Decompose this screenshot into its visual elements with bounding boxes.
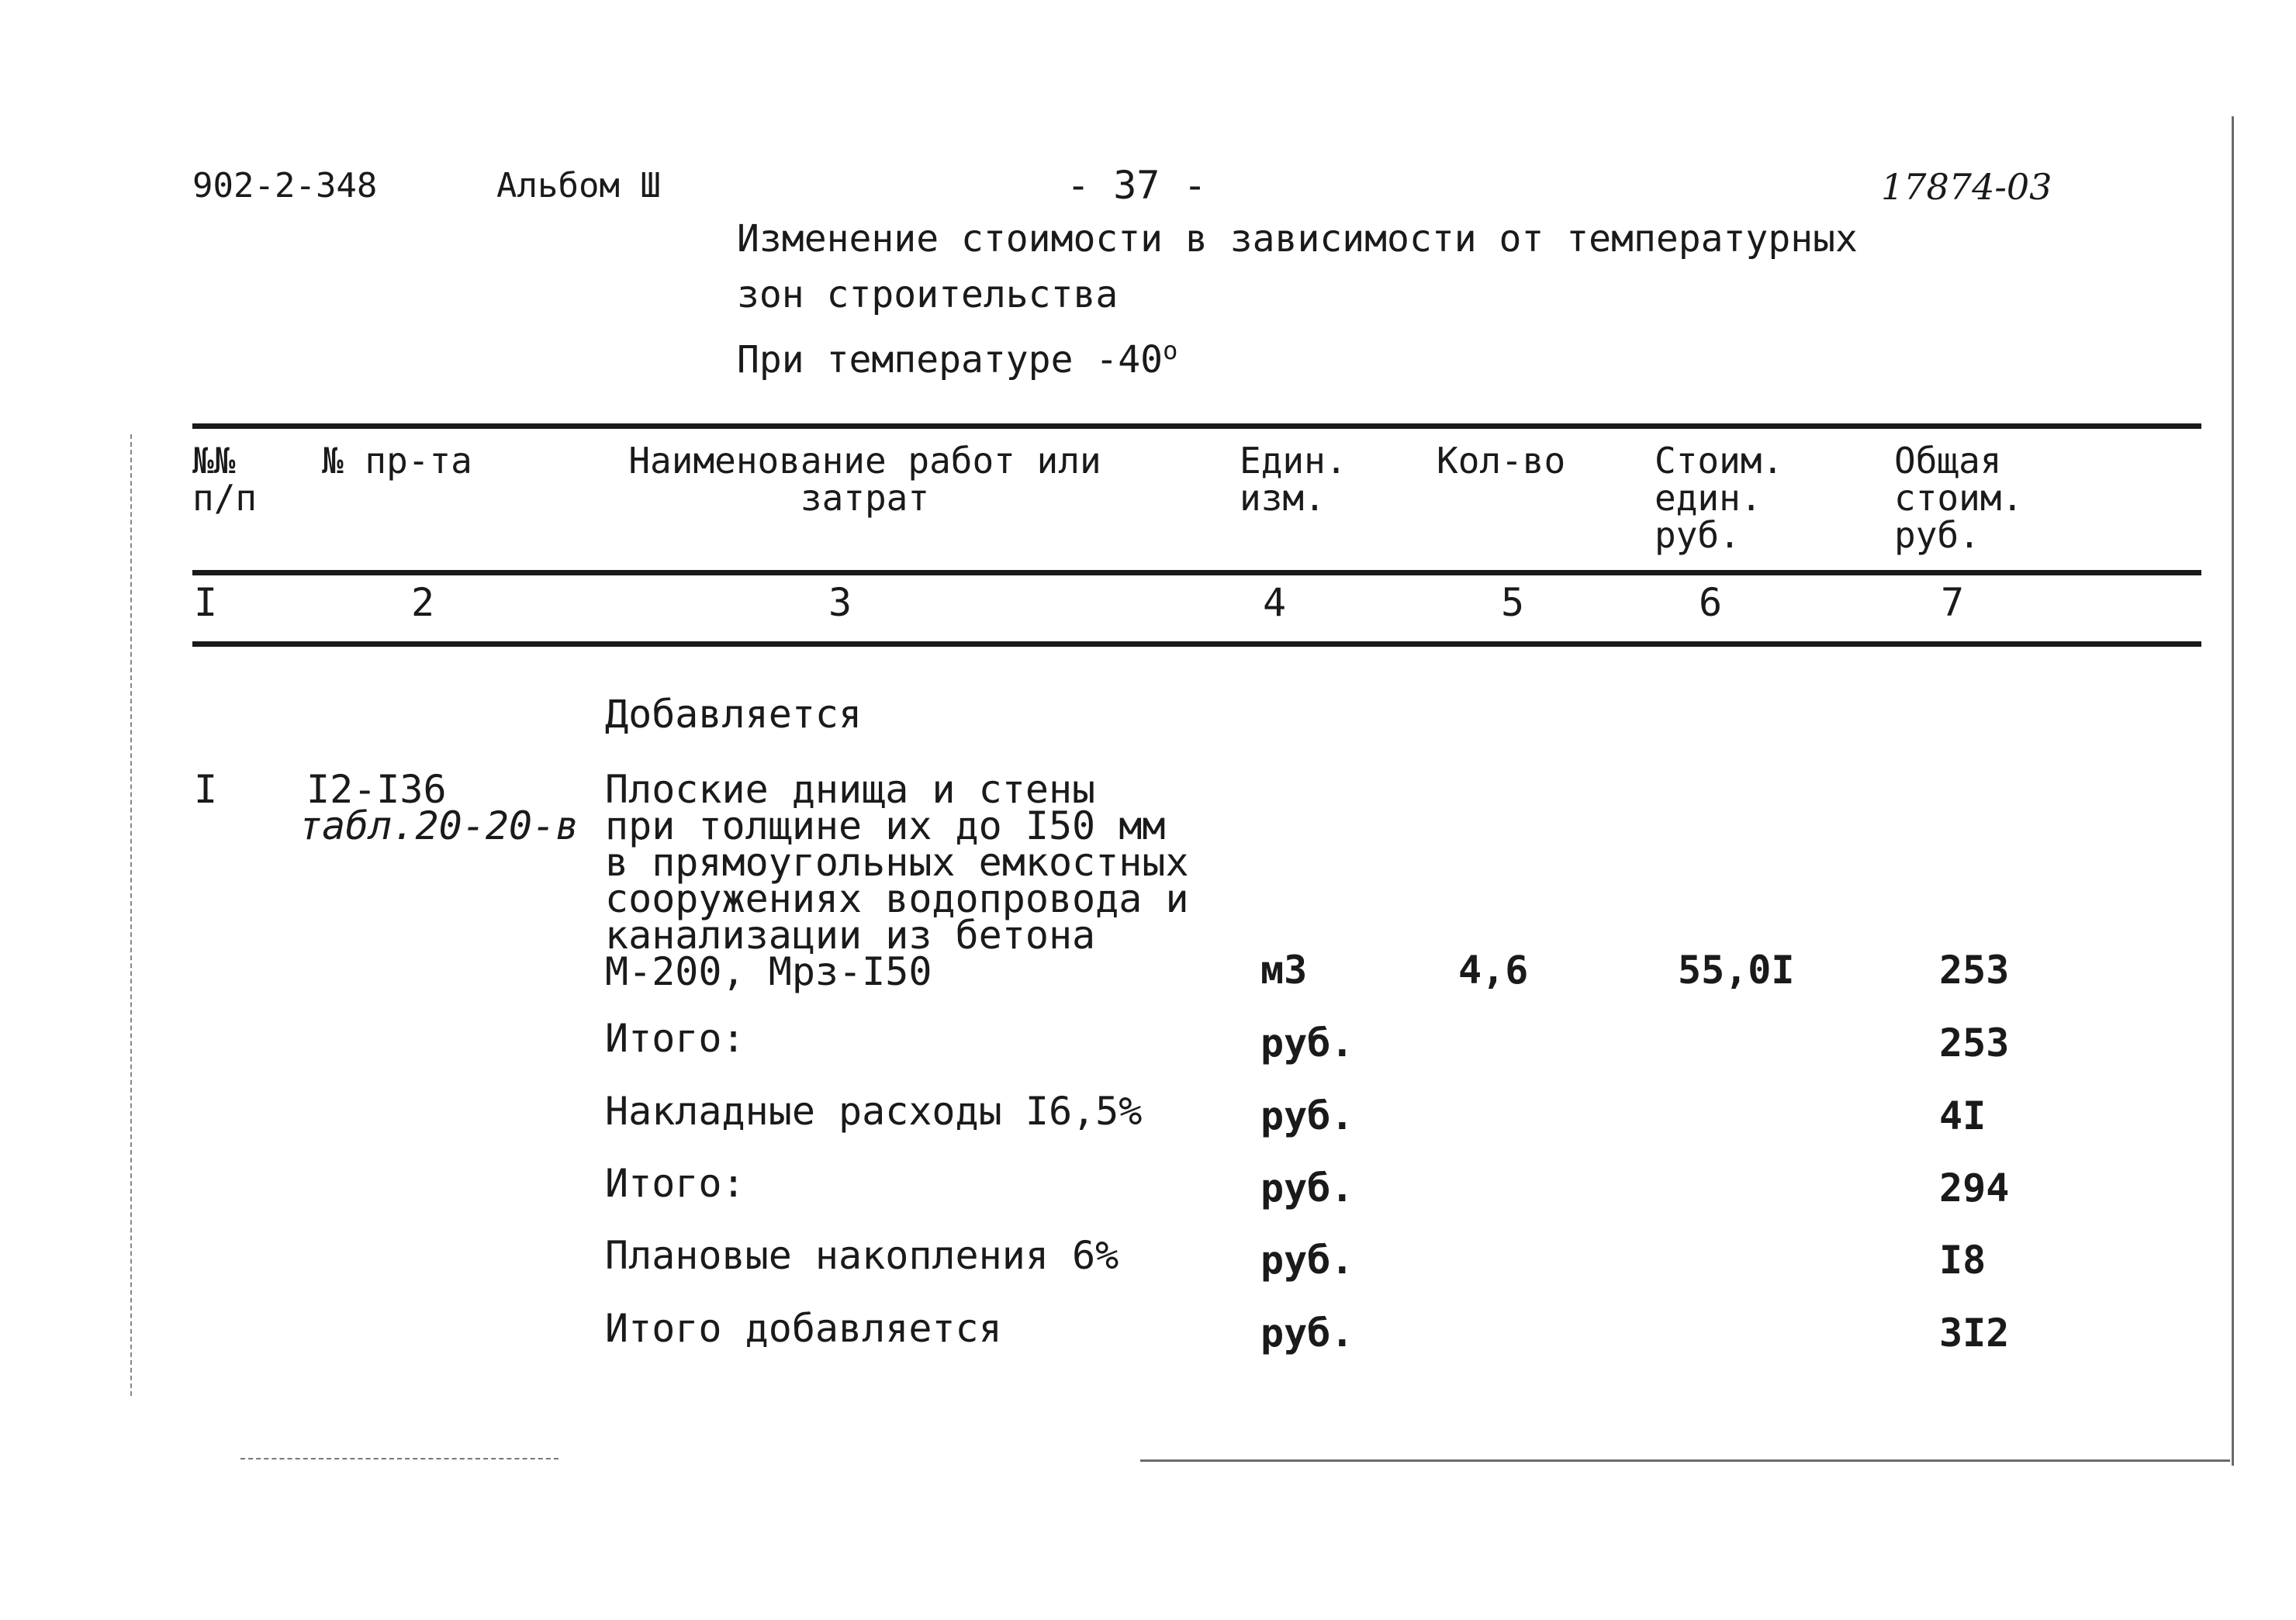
header-total-cost: Общая стоим. руб.	[1894, 440, 2024, 556]
item-quantity: 4,6	[1458, 948, 1529, 993]
item-project-table: табл.20-20-в	[299, 803, 579, 848]
item-project	[299, 767, 579, 848]
item-project-code: I2-I36	[306, 767, 447, 812]
summary-total: 294	[1939, 1166, 2010, 1211]
summary-total: 4I	[1939, 1093, 1987, 1138]
degree-mark: о	[1163, 336, 1178, 365]
column-number-4: 4	[1263, 580, 1287, 625]
bottom-left-dash	[240, 1458, 558, 1459]
summary-name: Итого:	[605, 1161, 745, 1206]
album-label: Альбом Ш	[496, 166, 661, 206]
summary-name: Плановые накопления 6%	[605, 1233, 1119, 1278]
header-quantity: Кол-во	[1437, 440, 1566, 482]
title-temperature: При температуре -40	[737, 338, 1164, 382]
left-margin-line	[130, 434, 132, 1396]
column-number-7: 7	[1941, 580, 1965, 625]
summary-total: I8	[1939, 1238, 1987, 1283]
bottom-frame-line	[1140, 1459, 2230, 1462]
doc-number: 902-2-348	[192, 166, 378, 206]
summary-unit: руб.	[1260, 1021, 1354, 1066]
summary-total: 3I2	[1939, 1311, 2010, 1356]
page-number: - 37 -	[1067, 163, 1207, 208]
header-project: № пр-та	[322, 440, 472, 482]
summary-unit: руб.	[1260, 1093, 1354, 1138]
title-line-1: Изменение стоимости в зависимости от температурных	[737, 217, 1858, 261]
title-line-3	[737, 323, 1177, 388]
summary-unit: руб.	[1260, 1238, 1354, 1283]
header-bottom-rule	[192, 570, 2201, 575]
summary-name: Итого:	[605, 1016, 745, 1061]
item-name: Плоские днища и стены при толщине их до I50 мм в прямоугольных емкостных сооружениях водопровода и канализации из бетона М-200, Мрз-I50	[605, 767, 1189, 994]
item-index: I	[194, 767, 218, 812]
header-index: №№ п/п	[192, 440, 258, 519]
section-label: Добавляется	[605, 692, 863, 737]
column-number-6: 6	[1699, 580, 1723, 625]
column-number-1: I	[194, 580, 218, 625]
inventory-number: 17874-03	[1881, 166, 2052, 208]
title-line-2: зон строительства	[737, 273, 1119, 316]
column-numbers-bottom-rule	[192, 641, 2201, 647]
item-unit-cost: 55,0I	[1678, 948, 1795, 993]
column-number-2: 2	[411, 580, 435, 625]
column-number-3: 3	[828, 580, 852, 625]
summary-unit: руб.	[1260, 1311, 1354, 1356]
item-total: 253	[1939, 948, 2010, 993]
summary-name: Итого добавляется	[605, 1306, 1002, 1351]
summary-unit: руб.	[1260, 1166, 1354, 1211]
item-unit: м3	[1260, 948, 1308, 993]
header-name: Наименование работ или затрат	[628, 440, 1101, 519]
table-top-rule	[192, 423, 2201, 429]
header-unit: Един. изм.	[1240, 440, 1347, 519]
right-frame-line	[2232, 116, 2234, 1466]
summary-name: Накладные расходы I6,5%	[605, 1089, 1143, 1134]
column-number-5: 5	[1501, 580, 1525, 625]
header-unit-cost: Стоим. един. руб.	[1655, 440, 1784, 556]
summary-total: 253	[1939, 1021, 2010, 1066]
